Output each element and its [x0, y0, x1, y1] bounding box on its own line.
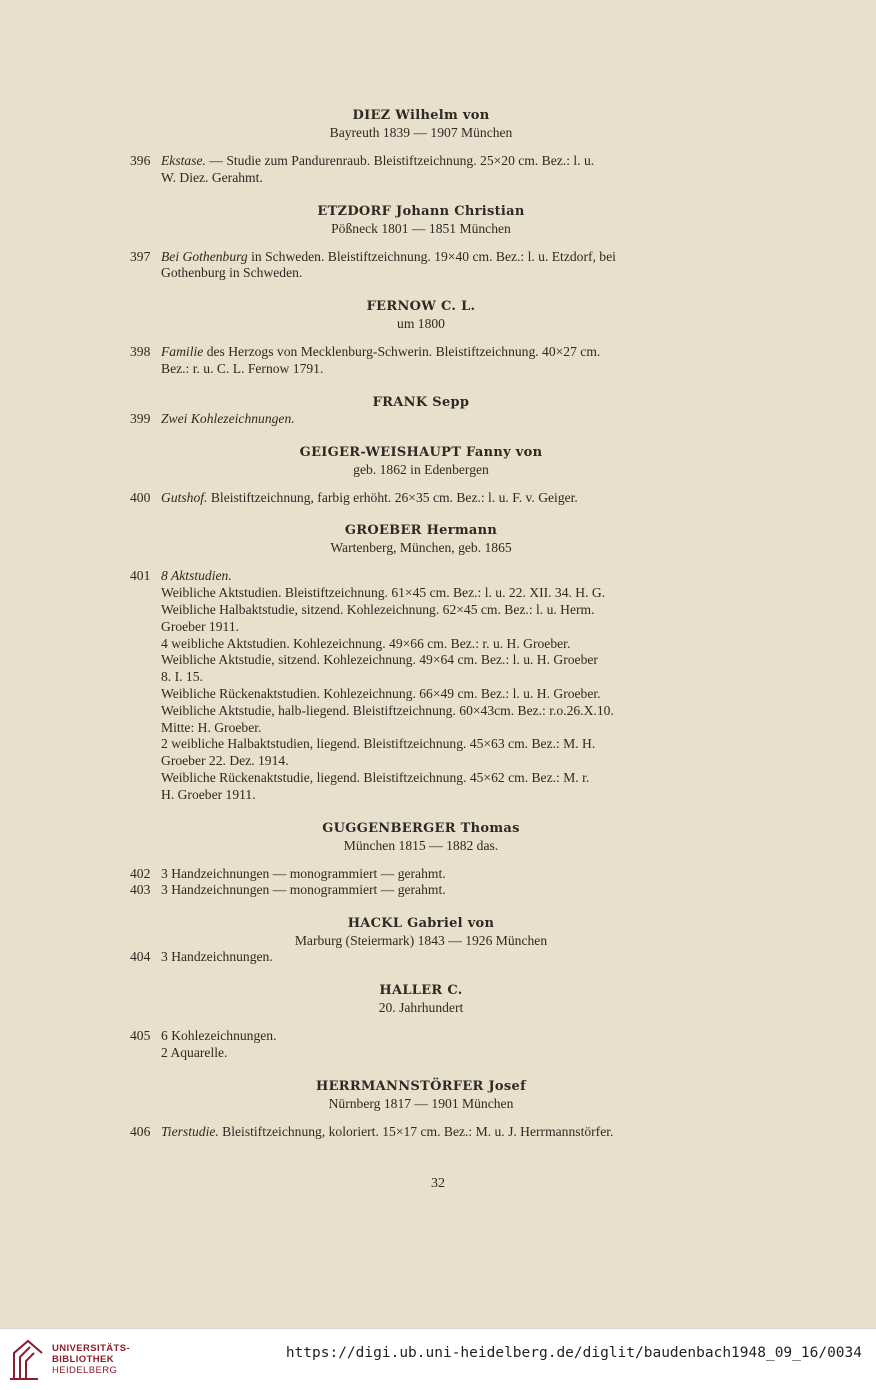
entry-line — [161, 249, 712, 266]
catalog-entries — [130, 949, 712, 966]
entry-line — [161, 153, 712, 170]
entry-line — [161, 787, 712, 804]
entry-text: 2 weibliche Halbaktstudien, liegend. Bleistiftzeichnung. 45×63 cm. Bez.: M. H. — [161, 736, 596, 752]
entry-description — [161, 568, 712, 803]
entry-text: Bez.: r. u. C. L. Fernow 1791. — [161, 360, 324, 376]
catalog-entry — [130, 411, 712, 428]
entry-number: 403 — [130, 882, 151, 898]
catalog-entries — [130, 249, 712, 283]
entry-description — [161, 1028, 712, 1062]
entry-line — [161, 490, 712, 507]
artist-name: GUGGENBERGER Thomas — [322, 820, 520, 836]
entry-text: Weibliche Rückenaktstudie, liegend. Bleistiftzeichnung. 45×62 cm. Bez.: M. r. — [161, 769, 590, 785]
entry-line — [161, 866, 712, 883]
entry-text: Weibliche Aktstudie, sitzend. Kohlezeichnung. 49×64 cm. Bez.: l. u. H. Groeber — [161, 652, 598, 668]
catalog-entry — [130, 249, 712, 283]
catalog-entry — [130, 1124, 712, 1141]
artist-dates: Nürnberg 1817 — 1901 München — [328, 1095, 514, 1111]
page-number: 32 — [431, 1176, 445, 1191]
artist-heading — [130, 394, 712, 411]
entry-line — [161, 361, 712, 378]
entry-text: 8. I. 15. — [161, 669, 203, 685]
entry-text: Weibliche Aktstudie, halb-liegend. Bleistiftzeichnung. 60×43cm. Bez.: r.o.26.X.10. — [161, 702, 614, 718]
artist-name: HACKL Gabriel von — [347, 916, 495, 932]
artist-dates: Pößneck 1801 — 1851 München — [331, 220, 511, 236]
catalog-content — [130, 107, 712, 1140]
artist-heading — [130, 915, 712, 949]
entry-description — [161, 249, 712, 283]
entry-line — [161, 770, 712, 787]
entry-text: Bleistiftzeichnung, koloriert. 15×17 cm. Bez.: M. u. J. Herrmannstörfer. — [218, 1123, 614, 1139]
entry-text: in Schweden. Bleistiftzeichnung. 19×40 cm. Bez.: l. u. Etzdorf, bei — [247, 248, 616, 264]
entry-line — [161, 753, 712, 770]
entry-text: des Herzogs von Mecklenburg-Schwerin. Bleistiftzeichnung. 40×27 cm. — [203, 344, 601, 360]
catalog-entry — [130, 344, 712, 378]
artist-dates: um 1800 — [397, 316, 445, 332]
entry-description — [161, 882, 712, 899]
artist-dates: Marburg (Steiermark) 1843 — 1926 München — [294, 933, 548, 949]
artist-heading — [130, 820, 712, 854]
entry-description — [161, 490, 712, 507]
catalog-entry — [130, 568, 712, 803]
artist-name: HALLER C. — [379, 982, 463, 998]
entry-title: Zwei Kohlezeichnungen. — [161, 410, 295, 426]
artist-name: HERRMANNSTÖRFER Josef — [315, 1078, 526, 1094]
entry-line — [161, 568, 712, 585]
artist-heading — [130, 107, 712, 141]
entry-line — [161, 652, 712, 669]
entry-text: Weibliche Aktstudien. Bleistiftzeichnung. 61×45 cm. Bez.: l. u. 22. XII. 34. H. G. — [161, 585, 606, 601]
artist-name: GEIGER-WEISHAUPT Fanny von — [299, 444, 543, 460]
entry-text: H. Groeber 1911. — [161, 786, 256, 802]
artist-heading — [130, 203, 712, 237]
entry-description — [161, 153, 712, 187]
artist-name: FRANK Sepp — [372, 394, 470, 410]
artist-dates: München 1815 — 1882 das. — [343, 837, 499, 853]
artist-name: GROEBER Hermann — [344, 523, 498, 539]
entry-number: 405 — [130, 1027, 151, 1043]
entry-text: 3 Handzeichnungen — monogrammiert — gerahmt. — [161, 882, 446, 898]
entry-description — [161, 949, 712, 966]
entry-title: Tierstudie. — [161, 1123, 219, 1139]
catalog-entry — [130, 882, 712, 899]
entry-number: 406 — [130, 1123, 151, 1139]
catalog-entry — [130, 866, 712, 883]
entry-line — [161, 344, 712, 361]
entry-number: 397 — [130, 248, 151, 264]
entry-title: Familie — [161, 344, 204, 360]
catalog-entries — [130, 568, 712, 803]
entry-text: Groeber 22. Dez. 1914. — [161, 753, 289, 769]
entry-text: Bleistiftzeichnung, farbig erhöht. 26×35 cm. Bez.: l. u. F. v. Geiger. — [207, 489, 578, 505]
artist-name: ETZDORF Johann Christian — [317, 203, 525, 219]
entry-line — [161, 619, 712, 636]
entry-title: Gutshof. — [161, 489, 208, 505]
viewer-footer — [0, 1328, 876, 1390]
entry-text: 2 Aquarelle. — [161, 1044, 228, 1060]
entry-number: 404 — [130, 949, 151, 965]
artist-name: FERNOW C. L. — [366, 299, 476, 315]
entry-line — [161, 585, 712, 602]
entry-text: 3 Handzeichnungen — monogrammiert — gerahmt. — [161, 865, 446, 881]
catalog-entry — [130, 490, 712, 507]
entry-line — [161, 636, 712, 653]
entry-number: 399 — [130, 410, 151, 426]
artist-heading — [130, 298, 712, 332]
university-library-logo-icon — [8, 1335, 48, 1383]
artist-heading — [130, 982, 712, 1016]
artist-dates: Bayreuth 1839 — 1907 München — [329, 125, 513, 140]
entry-description — [161, 411, 712, 428]
artist-heading — [130, 522, 712, 556]
artist-dates: geb. 1862 in Edenbergen — [353, 461, 489, 477]
entry-text: 3 Handzeichnungen. — [161, 949, 273, 965]
entry-text: — Studie zum Pandurenraub. Bleistiftzeichnung. 25×20 cm. Bez.: l. u. — [205, 153, 595, 168]
entry-text: Gothenburg in Schweden. — [161, 265, 303, 281]
catalog-entries — [130, 1124, 712, 1141]
entry-text: Weibliche Halbaktstudie, sitzend. Kohlezeichnung. 62×45 cm. Bez.: l. u. Herm. — [161, 601, 595, 617]
catalog-entry — [130, 949, 712, 966]
artist-heading — [130, 1078, 712, 1112]
entry-text: Weibliche Rückenaktstudien. Kohlezeichnung. 66×49 cm. Bez.: l. u. H. Groeber. — [161, 685, 601, 701]
library-name — [52, 1343, 130, 1376]
entry-line — [161, 265, 712, 282]
catalog-entries — [130, 1028, 712, 1062]
entry-line — [161, 170, 712, 187]
artist-dates: 20. Jahrhundert — [378, 999, 464, 1015]
entry-text: 4 weibliche Aktstudien. Kohlezeichnung. 49×66 cm. Bez.: r. u. H. Groeber. — [161, 635, 571, 651]
entry-number: 402 — [130, 865, 151, 881]
library-name-line-2: BIBLIOTHEK — [52, 1354, 115, 1365]
entry-text: W. Diez. Gerahmt. — [161, 169, 263, 185]
entry-number: 401 — [130, 568, 151, 584]
catalog-entries — [130, 344, 712, 378]
artist-name: DIEZ Wilhelm von — [352, 108, 490, 123]
entry-line — [161, 686, 712, 703]
catalog-entries — [130, 411, 712, 428]
permalink-url[interactable]: https://digi.ub.uni-heidelberg.de/diglit/baudenbach1948_09_16/0034 — [285, 1345, 862, 1361]
entry-title: Bei Gothenburg — [161, 248, 248, 264]
entry-description — [161, 866, 712, 883]
entry-number: 398 — [130, 344, 151, 360]
entry-text: Mitte: H. Groeber. — [161, 719, 262, 735]
entry-line — [161, 882, 712, 899]
catalog-entries — [130, 490, 712, 507]
artist-heading — [130, 444, 712, 478]
library-name-line-1: UNIVERSITÄTS- — [52, 1343, 131, 1354]
catalog-entry — [130, 1028, 712, 1062]
entry-title: Ekstase. — [161, 153, 206, 168]
entry-number: 396 — [130, 153, 151, 168]
entry-line — [161, 736, 712, 753]
entry-description — [161, 1124, 712, 1141]
entry-description — [161, 344, 712, 378]
entry-line — [161, 949, 712, 966]
entry-line — [161, 703, 712, 720]
entry-line — [161, 411, 712, 428]
entry-line — [161, 720, 712, 737]
catalog-entries — [130, 866, 712, 900]
library-name-line-3: HEIDELBERG — [52, 1365, 118, 1376]
entry-line — [161, 1045, 712, 1062]
entry-text: 6 Kohlezeichnungen. — [161, 1027, 277, 1043]
catalog-entries — [130, 153, 712, 187]
artist-dates: Wartenberg, München, geb. 1865 — [330, 540, 512, 556]
entry-line — [161, 1028, 712, 1045]
entry-number: 400 — [130, 489, 151, 505]
entry-line — [161, 669, 712, 686]
entry-text: Groeber 1911. — [161, 618, 240, 634]
catalog-entry — [130, 153, 712, 187]
entry-line — [161, 602, 712, 619]
entry-title: 8 Aktstudien. — [161, 568, 232, 584]
entry-line — [161, 1124, 712, 1141]
